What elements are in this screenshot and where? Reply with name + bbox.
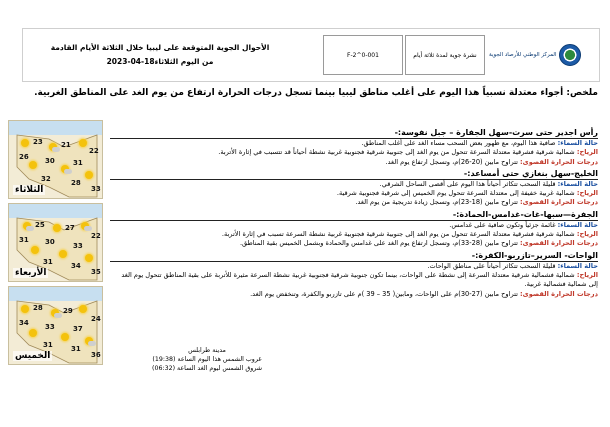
temperature-label: 26: [19, 153, 29, 161]
sky-text: صافية هذا اليوم، مع ظهور بعض السحب مساء الغد على أغلب المناطق.: [361, 139, 556, 147]
temp-label: درجات الحرارة القصوى:: [520, 289, 598, 298]
temperature-label: 31: [71, 345, 81, 353]
temperature-label: 22: [91, 232, 101, 240]
wind-text: شمالية شرقية فشرقية معتدلة السرعة تتحول من يوم الغد إلى جنوبية شرقية فجنوبية غربية نشطة أحياناً قد تتسبب في إثارة الأتربة.: [218, 148, 575, 157]
map-day-name: الأربعاء: [15, 268, 47, 278]
region-title: الجفرة—سبها-غات-غدامس-الحمادة:-: [110, 209, 598, 221]
wind-label: الرياح:: [576, 189, 598, 198]
sunny-icon: [21, 305, 31, 315]
temp-row: [110, 198, 598, 207]
wind-label: الرياح:: [576, 148, 598, 157]
sky-row: [110, 180, 598, 189]
map-day-1: [8, 120, 103, 199]
temperature-label: 25: [35, 221, 45, 229]
temperature-label: 34: [19, 319, 29, 327]
temperature-label: 33: [91, 185, 101, 193]
temperature-label: 30: [45, 157, 55, 165]
sunny-icon: [53, 224, 63, 234]
temperature-label: 31: [43, 258, 53, 266]
temperature-label: 29: [63, 307, 73, 315]
temperature-label: 24: [91, 315, 101, 323]
bulletin-title: [31, 35, 289, 75]
temp-text: تتراوح مابين (18-23)م، وتسجل زيادة تدريجية من يوم الغد.: [355, 198, 518, 207]
temp-text: تتراوح مابين (27-30)م على الواحات، ومابين( 35 – 39 )م على تازربو والكفرة، وتنخفض يوم الغد.: [250, 289, 518, 298]
temp-row: [110, 239, 598, 248]
bulletin-header: [22, 28, 600, 82]
sunny-icon: [79, 139, 89, 149]
temperature-label: 31: [43, 341, 53, 349]
partly-cloudy-icon: [51, 309, 61, 319]
temperature-label: 34: [71, 262, 81, 270]
partly-cloudy-icon: [49, 143, 59, 153]
sky-row: [110, 139, 598, 148]
partly-cloudy-icon: [61, 165, 71, 175]
sunny-icon: [85, 254, 95, 264]
map-day-3: [8, 286, 103, 365]
document-code: F-2^0-001: [323, 35, 403, 75]
partly-cloudy-icon: [81, 222, 91, 232]
temperature-label: 33: [45, 323, 55, 331]
sunrise-time: شروق الشمس ليوم الغد الساعة (06:32): [151, 365, 263, 372]
sun-city: مدينة طرابلس: [188, 347, 226, 354]
sky-row: [110, 262, 598, 271]
temp-label: درجات الحرارة القصوى:: [520, 239, 598, 248]
sunny-icon: [31, 246, 41, 256]
region-title: الواحات- السرير–تازربو-الكفرة:-: [110, 250, 598, 262]
region-title: رأس اجدير حتى سرت-سهل الجفارة – جبل نفوسة:-: [110, 127, 598, 139]
temperature-label: 31: [73, 159, 83, 167]
forecast-maps: [8, 120, 103, 366]
wind-text: شمالية شرقية فشرقية معتدلة السرعة تتحول من يوم الغد إلى جنوبية شرقية فجنوبية غربية نشطة السرعة تسبب في إثارة الأتربة.: [221, 230, 575, 239]
temperature-label: 33: [73, 242, 83, 250]
organization-name: المركز الوطني للأرصاد الجوية: [489, 52, 557, 58]
organization-block: [489, 35, 595, 75]
sunny-icon: [61, 333, 71, 343]
temperature-label: 32: [41, 175, 51, 183]
bulletin-name: نشرة جوية لمدة ثلاثة أيام: [405, 35, 485, 75]
temperature-label: 28: [71, 179, 81, 187]
wind-text: شمالية فشمالية شرقية معتدلة السرعة إلى نشطة على الواحات، بينما تكون جنوبية شرقية فجنوبية غربية نشطة السرعة مثيرة للأتربة على بقية المناطق تتحول يوم الغد إلى شمالية فشمالية غربية.: [121, 270, 598, 289]
sunset-time: غروب الشمس هذا اليوم الساعة (19:38): [152, 356, 262, 363]
partly-cloudy-icon: [85, 337, 95, 347]
temperature-label: 23: [33, 138, 43, 146]
temperature-label: 31: [19, 236, 29, 244]
wind-label: الرياح:: [576, 230, 598, 239]
temp-text: تتراوح مابين (20-26)م، وتسجل ارتفاع يوم الغد.: [385, 157, 518, 166]
wind-text: شمالية غربية خفيفة إلى معتدلة السرعة تتحول يوم الخميس إلى شرقية فجنوبية شرقية.: [336, 189, 575, 198]
sky-label: حالة السماء:: [557, 261, 598, 270]
sunny-icon: [21, 139, 31, 149]
title-line-1: الأحوال الجوية المتوقعة على ليبيا خلال الثلاثة الأيام القادمة: [50, 43, 270, 52]
temp-label: درجات الحرارة القصوى:: [520, 157, 598, 166]
sky-label: حالة السماء:: [557, 139, 598, 147]
sky-label: حالة السماء:: [557, 220, 598, 229]
temperature-label: 21: [61, 141, 71, 149]
partly-cloudy-icon: [23, 222, 33, 232]
temp-label: درجات الحرارة القصوى:: [520, 198, 598, 207]
temp-text: تتراوح مابين (28-33)م، وتسجل ارتفاع يوم الغد على غدامس والحمادة وبشمل الخميس بقية المناطق.: [239, 239, 518, 248]
sky-text: قليلة السحب تتكاثر أحياناً هذا اليوم على أقصى الساحل الشرقي.: [379, 179, 556, 188]
region-title: الخليج-سهل بنغازي حتى أمساعد:-: [110, 168, 598, 180]
temperature-label: 28: [33, 304, 43, 312]
sunny-icon: [79, 305, 89, 315]
temperature-label: 37: [73, 325, 83, 333]
wind-label: الرياح:: [576, 270, 598, 279]
regional-forecast: [110, 126, 598, 299]
meteorology-logo-icon: [559, 44, 581, 66]
title-line-2: من اليوم الثلاثاء18-04-2023: [106, 57, 214, 66]
sky-label: حالة السماء:: [557, 179, 598, 188]
sunny-icon: [29, 161, 39, 171]
map-day-2: [8, 203, 103, 282]
wind-row: [110, 189, 598, 198]
temperature-label: 22: [89, 147, 99, 155]
map-day-name: الخميس: [15, 351, 51, 361]
temperature-label: 36: [91, 351, 101, 359]
sunny-icon: [29, 329, 39, 339]
summary-text: ملخص: أجواء معتدلة نسبياً هذا اليوم على أغلب مناطق ليبيا بينما تسجل درجات الحرارة ارتفاع من يوم الغد على المناطق الغربية.: [34, 88, 598, 98]
temperature-label: 27: [65, 224, 75, 232]
temperature-label: 30: [45, 238, 55, 246]
wind-row: [110, 271, 598, 290]
sky-row: [110, 221, 598, 230]
map-day-name: الثلاثاء: [15, 185, 44, 195]
wind-row: [110, 230, 598, 239]
temperature-label: 35: [91, 268, 101, 276]
temp-row: [110, 158, 598, 167]
sky-text: قليلة السحب تتكاثر أحياناً على مناطق الواحات.: [427, 261, 556, 270]
sunny-icon: [59, 250, 69, 260]
sunny-icon: [85, 171, 95, 181]
sun-times: [112, 346, 302, 373]
wind-row: [110, 148, 598, 157]
sky-text: غائمة جزئياً وتكون صافية على غدامس.: [449, 220, 556, 229]
temp-row: [110, 290, 598, 299]
